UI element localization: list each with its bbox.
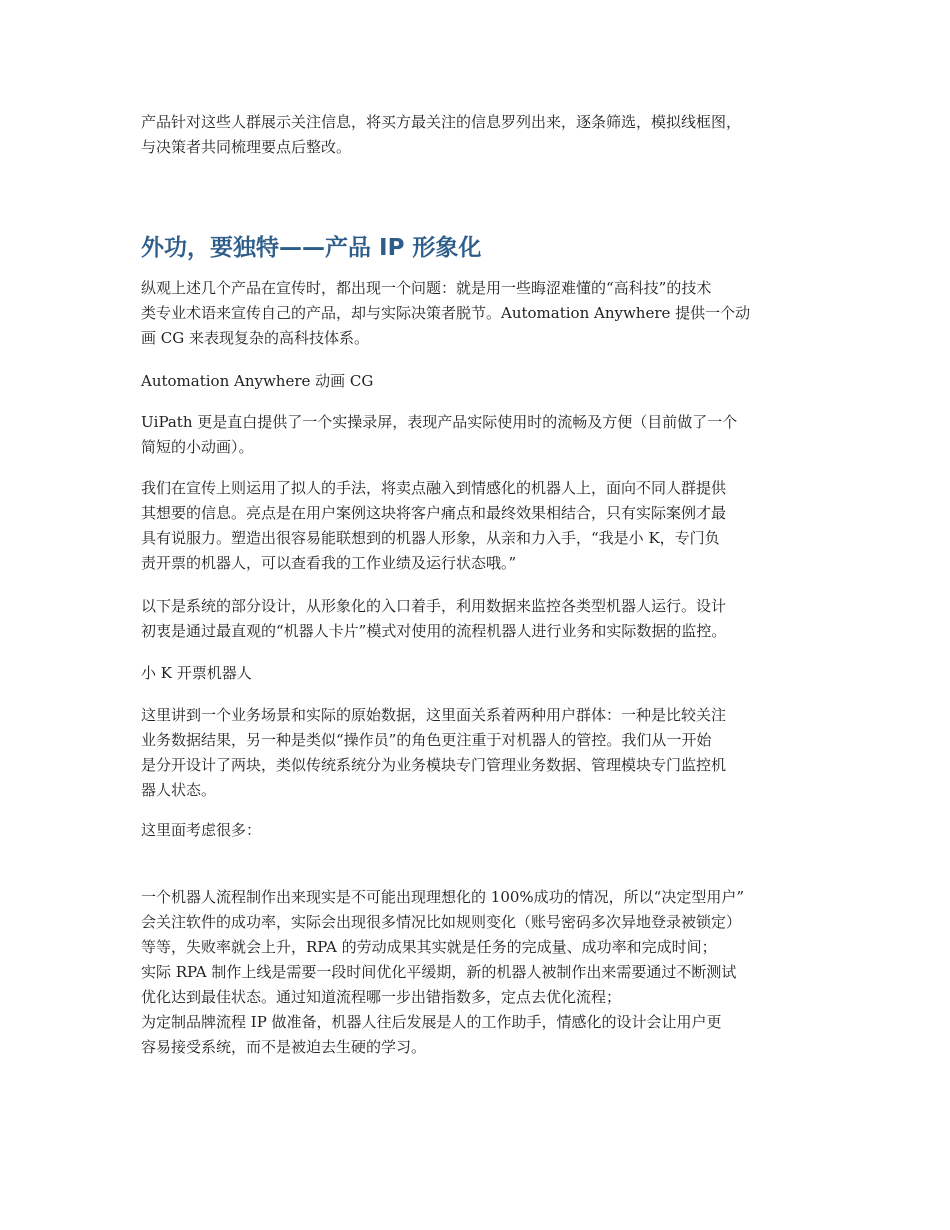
text-line: 产品针对这些人群展示关注信息，将买方最关注的信息罗列出来，逐条筛选，模拟线框图，	[141, 113, 742, 131]
text-line: 责开票的机器人，可以查看我的工作业绩及运行状态哦。”	[141, 554, 517, 572]
text-line: 优化达到最佳状态。通过知道流程哪一步出错指数多，定点去优化流程；	[141, 988, 622, 1006]
text-line: 为定制品牌流程 IP 做准备，机器人往后发展是人的工作助手，情感化的设计会让用户更	[141, 1013, 722, 1031]
text-line: 这里面考虑很多：	[141, 821, 262, 839]
text-line: 纵观上述几个产品在宣传时，都出现一个问题：就是用一些晦涩难懂的“高科技”的技术	[141, 279, 712, 297]
text-line: 小 K 开票机器人	[141, 664, 252, 682]
text-line: 初衷是通过最直观的“机器人卡片”模式对使用的流程机器人进行业务和实际数据的监控。	[141, 622, 727, 640]
text-line: 等等，失败率就会上升，RPA 的劳动成果其实就是任务的完成量、成功率和完成时间；	[141, 938, 717, 956]
paragraph-5	[141, 594, 831, 644]
text-line: 器人状态。	[141, 781, 217, 799]
paragraph-2	[141, 369, 831, 394]
text-line: 一个机器人流程制作出来现实是不可能出现理想化的 100%成功的情况，所以“决定型用户”	[141, 888, 744, 906]
paragraph-7	[141, 703, 831, 803]
paragraph-4	[141, 476, 831, 576]
text-line: 与决策者共同梳理要点后整改。	[141, 138, 352, 156]
text-line: Automation Anywhere 动画 CG	[141, 372, 374, 390]
paragraph-8	[141, 818, 831, 843]
text-line: 容易接受系统，而不是被迫去生硬的学习。	[141, 1038, 427, 1056]
text-line: 会关注软件的成功率，实际会出现很多情况比如规则变化（账号密码多次异地登录被锁定）	[141, 913, 742, 931]
intro-paragraph	[141, 110, 831, 160]
text-line: 类专业术语来宣传自己的产品，却与实际决策者脱节。Automation Anywhere 提供一个动	[141, 304, 751, 322]
text-line: 具有说服力。塑造出很容易能联想到的机器人形象，从亲和力入手，“我是小 K，专门负	[141, 529, 720, 547]
text-line: 我们在宣传上则运用了拟人的手法，将卖点融入到情感化的机器人上，面向不同人群提供	[141, 479, 727, 497]
text-line: 以下是系统的部分设计，从形象化的入口着手，利用数据来监控各类型机器人运行。设计	[141, 597, 727, 615]
text-line: 业务数据结果，另一种是类似“操作员”的角色更注重于对机器人的管控。我们从一开始	[141, 731, 712, 749]
paragraph-6	[141, 661, 831, 686]
text-line: 简短的小动画）。	[141, 438, 254, 456]
text-line: 实际 RPA 制作上线是需要一段时间优化平缓期，新的机器人被制作出来需要通过不断测试	[141, 963, 737, 981]
text-line: 是分开设计了两块，类似传统系统分为业务模块专门管理业务数据、管理模块专门监控机	[141, 756, 727, 774]
paragraph-9	[141, 885, 831, 1060]
text-line: 画 CG 来表现复杂的高科技体系。	[141, 329, 369, 347]
text-line: UiPath 更是直白提供了一个实操录屏，表现产品实际使用时的流畅及方便（目前做了一个	[141, 413, 738, 431]
text-line: 其想要的信息。亮点是在用户案例这块将客户痛点和最终效果相结合，只有实际案例才最	[141, 504, 727, 522]
text-line: 这里讲到一个业务场景和实际的原始数据，这里面关系着两种用户群体：一种是比较关注	[141, 706, 727, 724]
paragraph-1	[141, 276, 831, 351]
paragraph-3	[141, 410, 831, 460]
section-heading: 外功，要独特——产品 IP 形象化	[141, 235, 482, 261]
